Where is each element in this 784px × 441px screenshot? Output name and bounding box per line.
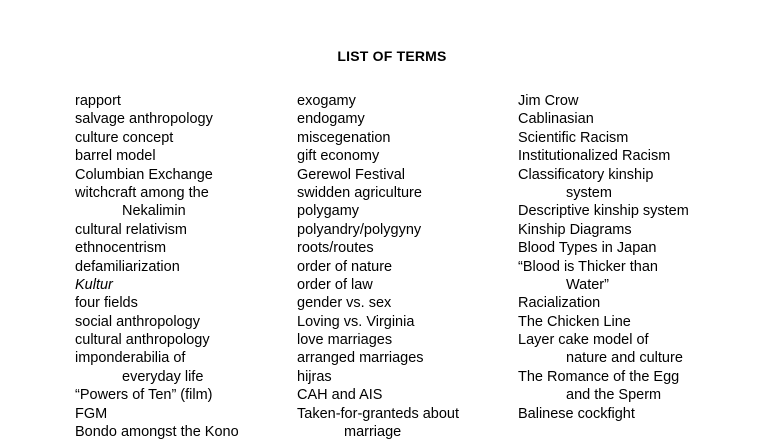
term-item: Layer cake model of [518,332,649,349]
term-item: The Romance of the Egg [518,368,680,385]
term-item: FGM [75,405,108,422]
term-item: order of law [297,276,373,293]
terms-column-2 [297,92,459,441]
term-item: defamiliarization [75,258,180,275]
term-item: order of nature [297,258,393,275]
term-continuation: Nekalimin [122,203,186,220]
term-item: roots/routes [297,240,374,257]
term-item: ethnocentrism [75,240,167,257]
term-continuation: nature and culture [566,350,683,367]
term-item: polygamy [297,203,360,220]
terms-column-3 [518,92,689,423]
term-item: Loving vs. Virginia [297,313,415,330]
term-item: barrel model [75,148,156,165]
term-item: Cablinasian [518,111,594,128]
term-item: Kinship Diagrams [518,221,632,238]
term-continuation: Water” [566,276,609,293]
page-title: LIST OF TERMS [337,48,447,64]
term-item: Balinese cockfight [518,405,635,422]
term-item: Gerewol Festival [297,166,405,183]
term-item: Blood Types in Japan [518,240,657,257]
term-item: Classificatory kinship [518,166,654,183]
term-item: rapport [75,93,121,109]
term-item: gender vs. sex [297,295,392,312]
term-item: Bondo amongst the Kono [75,424,239,441]
term-continuation: everyday life [122,368,204,385]
term-item: “Blood is Thicker than [518,258,658,275]
term-item: Taken-for-granteds about [297,405,460,422]
term-continuation: system [566,184,612,201]
term-item: The Chicken Line [518,313,631,330]
term-item: four fields [75,295,138,312]
term-item: salvage anthropology [75,111,213,128]
term-item: polyandry/polygyny [297,221,422,238]
term-item: Columbian Exchange [75,166,213,183]
term-item: love marriages [297,332,393,349]
term-item: cultural anthropology [75,332,210,349]
term-item: miscegenation [297,129,391,146]
term-item: witchcraft among the [75,184,209,201]
term-item: “Powers of Ten” (film) [75,387,213,404]
term-item: exogamy [297,93,356,109]
term-item: imponderabilia of [75,350,186,367]
term-item: gift economy [297,148,380,165]
term-item: social anthropology [75,313,200,330]
term-item: Scientific Racism [518,129,629,146]
term-item: hijras [297,368,332,385]
term-item: endogamy [297,111,365,128]
term-item: Institutionalized Racism [518,148,671,165]
term-item: Kultur [75,276,113,293]
terms-column-1 [75,92,239,441]
term-item: CAH and AIS [297,387,383,404]
term-item: swidden agriculture [297,184,422,201]
term-item: Descriptive kinship system [518,203,689,220]
term-item: arranged marriages [297,350,424,367]
term-continuation: and the Sperm [566,387,662,404]
term-item: culture concept [75,129,174,146]
term-item: cultural relativism [75,221,187,238]
term-continuation: marriage [344,424,402,441]
term-item: Jim Crow [518,93,579,109]
term-item: Racialization [518,295,601,312]
